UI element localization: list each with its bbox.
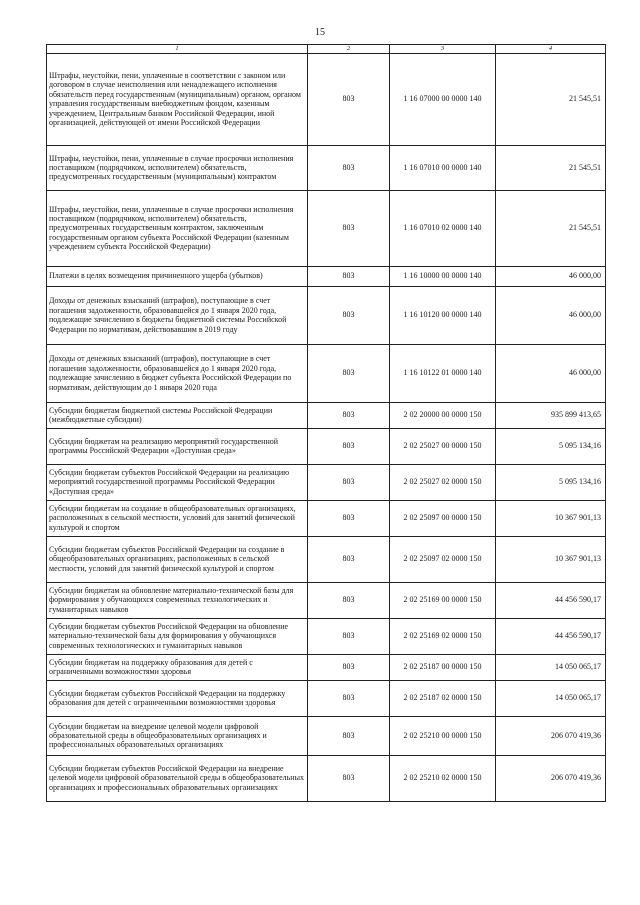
row-admin-code: 803: [308, 618, 390, 654]
row-admin-code: 803: [308, 582, 390, 618]
table-row: [47, 536, 606, 582]
row-description: Доходы от денежных взысканий (штрафов), поступающие в счет погашения задолженности, образовавшейся до 1 января 2020 года, подлежащие зачислению в бюджеты бюджетной системы Российской Федерации по нормативам, действовавшим в 2019 году: [47, 286, 308, 344]
row-budget-code: 2 02 25097 02 0000 150: [390, 536, 496, 582]
row-description: Субсидии бюджетам субъектов Российской Федерации на внедрение целевой модели цифровой образовательной среды в общеобразовательных организациях и профессиональных образовательных организациях: [47, 755, 308, 801]
row-budget-code: 1 16 07000 00 0000 140: [390, 53, 496, 145]
row-description: Платежи в целях возмещения причиненного ущерба (убытков): [47, 266, 308, 286]
row-amount: 44 456 590,17: [496, 618, 606, 654]
row-admin-code: 803: [308, 53, 390, 145]
row-admin-code: 803: [308, 266, 390, 286]
row-budget-code: 2 02 25210 02 0000 150: [390, 755, 496, 801]
row-description: Субсидии бюджетам субъектов Российской Федерации на реализацию мероприятий государственной программы Российской Федерации «Доступная среда»: [47, 464, 308, 500]
row-admin-code: 803: [308, 464, 390, 500]
row-description: Субсидии бюджетам на создание в общеобразовательных организациях, расположенных в сельской местности, условий для занятий физической культурой и спортом: [47, 500, 308, 536]
row-admin-code: 803: [308, 428, 390, 464]
row-budget-code: 2 02 25210 00 0000 150: [390, 716, 496, 755]
table-row: [47, 654, 606, 680]
row-admin-code: 803: [308, 716, 390, 755]
row-description: Штрафы, неустойки, пени, уплаченные в случае просрочки исполнения поставщиком (подрядчиком, исполнителем) обязательств, предусмотренных государственным контрактом, заключенным государственным органом субъекта Российской Федерации (казенным учреждением субъекта Российской Федерации): [47, 190, 308, 266]
row-budget-code: 1 16 10000 00 0000 140: [390, 266, 496, 286]
column-number-1: 1: [47, 45, 308, 54]
row-description: Субсидии бюджетам на поддержку образования для детей с ограниченными возможностями здоровья: [47, 654, 308, 680]
row-budget-code: 2 02 25187 02 0000 150: [390, 680, 496, 716]
table-row: [47, 53, 606, 145]
table-row: [47, 618, 606, 654]
row-amount: 14 050 065,17: [496, 680, 606, 716]
table-row: [47, 145, 606, 190]
row-description: Субсидии бюджетам субъектов Российской Федерации на поддержку образования для детей с ограниченными возможностями здоровья: [47, 680, 308, 716]
table-row: [47, 428, 606, 464]
row-amount: 46 000,00: [496, 286, 606, 344]
revenue-table: [46, 44, 606, 802]
table-row: [47, 680, 606, 716]
row-amount: 5 095 134,16: [496, 428, 606, 464]
row-amount: 21 545,51: [496, 53, 606, 145]
table-row: [47, 266, 606, 286]
row-admin-code: 803: [308, 500, 390, 536]
table-row: [47, 344, 606, 402]
row-admin-code: 803: [308, 755, 390, 801]
row-budget-code: 2 02 25187 00 0000 150: [390, 654, 496, 680]
row-budget-code: 2 02 25097 00 0000 150: [390, 500, 496, 536]
row-admin-code: 803: [308, 680, 390, 716]
row-budget-code: 1 16 10122 01 0000 140: [390, 344, 496, 402]
column-number-4: 4: [496, 45, 606, 54]
column-number-2: 2: [308, 45, 390, 54]
row-budget-code: 2 02 25027 02 0000 150: [390, 464, 496, 500]
row-budget-code: 2 02 25169 00 0000 150: [390, 582, 496, 618]
row-admin-code: 803: [308, 344, 390, 402]
column-number-3: 3: [390, 45, 496, 54]
row-amount: 44 456 590,17: [496, 582, 606, 618]
row-amount: 935 899 413,65: [496, 402, 606, 428]
column-number-row: [47, 45, 606, 54]
row-amount: 46 000,00: [496, 344, 606, 402]
table-row: [47, 755, 606, 801]
table-row: [47, 716, 606, 755]
row-description: Субсидии бюджетам субъектов Российской Федерации на обновление материально-технической базы для формирования у обучающихся современных технологических и гуманитарных навыков: [47, 618, 308, 654]
page-number: 15: [315, 27, 325, 38]
row-amount: 5 095 134,16: [496, 464, 606, 500]
row-budget-code: 2 02 20000 00 0000 150: [390, 402, 496, 428]
row-description: Субсидии бюджетам на реализацию мероприятий государственной программы Российской Федерации «Доступная среда»: [47, 428, 308, 464]
row-amount: 10 367 901,13: [496, 500, 606, 536]
row-description: Штрафы, неустойки, пени, уплаченные в соответствии с законом или договором в случае неисполнения или ненадлежащего исполнения обязательств перед государственным (муниципальным) органом, органом управления государственным внебюджетным фондом, казенным учреждением, Центральным банком Российской Федерации, иной организацией, действующей от имени Российской Федерации: [47, 53, 308, 145]
row-admin-code: 803: [308, 190, 390, 266]
row-budget-code: 1 16 10120 00 0000 140: [390, 286, 496, 344]
table-row: [47, 500, 606, 536]
row-admin-code: 803: [308, 654, 390, 680]
row-description: Субсидии бюджетам на внедрение целевой модели цифровой образовательной среды в общеобразовательных организациях и профессиональных образовательных организациях: [47, 716, 308, 755]
row-description: Субсидии бюджетам бюджетной системы Российской Федерации (межбюджетные субсидии): [47, 402, 308, 428]
row-amount: 21 545,51: [496, 190, 606, 266]
row-budget-code: 2 02 25027 00 0000 150: [390, 428, 496, 464]
table-row: [47, 464, 606, 500]
row-admin-code: 803: [308, 402, 390, 428]
table-body: [47, 45, 606, 802]
row-amount: 21 545,51: [496, 145, 606, 190]
row-description: Субсидии бюджетам субъектов Российской Федерации на создание в общеобразовательных организациях, расположенных в сельской местности, условий для занятий физической культурой и спортом: [47, 536, 308, 582]
row-admin-code: 803: [308, 145, 390, 190]
row-budget-code: 1 16 07010 02 0000 140: [390, 190, 496, 266]
row-amount: 206 070 419,36: [496, 755, 606, 801]
row-amount: 46 000,00: [496, 266, 606, 286]
table-row: [47, 582, 606, 618]
row-description: Доходы от денежных взысканий (штрафов), поступающие в счет погашения задолженности, образовавшейся до 1 января 2020 года, подлежащие зачислению в бюджет субъекта Российской Федерации по нормативам, действующим до 1 января 2020 года: [47, 344, 308, 402]
row-amount: 206 070 419,36: [496, 716, 606, 755]
table-row: [47, 402, 606, 428]
table-row: [47, 190, 606, 266]
row-admin-code: 803: [308, 536, 390, 582]
row-description: Штрафы, неустойки, пени, уплаченные в случае просрочки исполнения поставщиком (подрядчиком, исполнителем) обязательств, предусмотренных государственным (муниципальным) контрактом: [47, 145, 308, 190]
row-description: Субсидии бюджетам на обновление материально-технической базы для формирования у обучающихся современных технологических и гуманитарных навыков: [47, 582, 308, 618]
row-budget-code: 2 02 25169 02 0000 150: [390, 618, 496, 654]
row-amount: 14 050 065,17: [496, 654, 606, 680]
table-row: [47, 286, 606, 344]
row-admin-code: 803: [308, 286, 390, 344]
row-budget-code: 1 16 07010 00 0000 140: [390, 145, 496, 190]
row-amount: 10 367 901,13: [496, 536, 606, 582]
